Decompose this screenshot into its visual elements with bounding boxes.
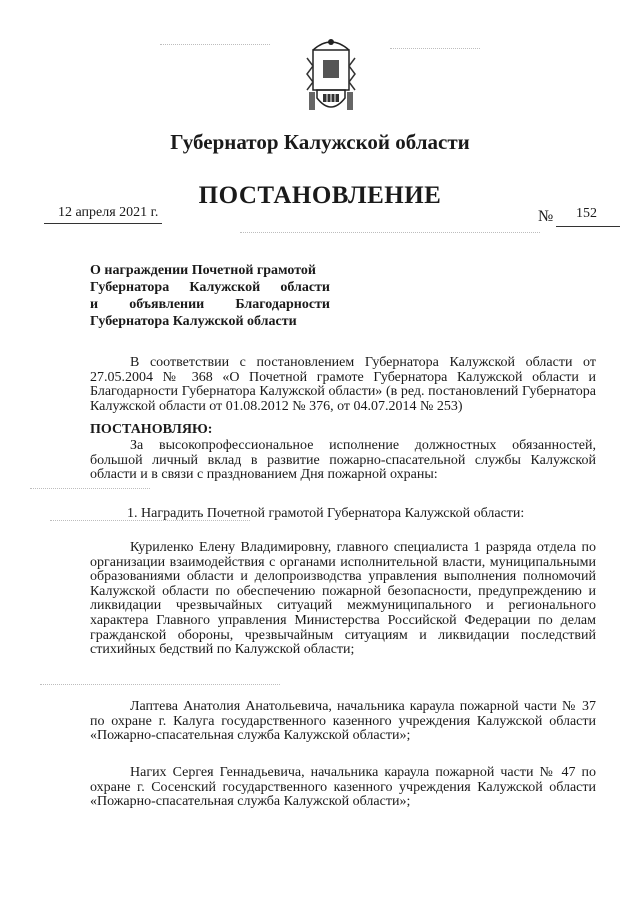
document-number: 152	[576, 206, 597, 221]
subject-line: О награждении Почетной грамотой	[90, 263, 316, 278]
subject-line: Губернатора Калужской области	[90, 314, 297, 329]
awardee-paragraph: Куриленко Елену Владимировну, главного специалиста 1 разряда отдела по организации взаимодействия с органами исполнительной власти, муниципальными образованиями области и делопроизводства управления выполнения полномочий Калужской области по обеспечению пожарной безопасности, предупреждению и ликвидации чрезвычайных ситуаций межмуниципального и регионального характера Главного управления Министерства Российской Федерации по делам гражданской обороны, чрезвычайным ситуациям и ликвидации последствий стихийных бедствий по Калужской области;	[90, 540, 596, 658]
scan-artifact	[50, 520, 250, 521]
scan-artifact	[160, 44, 270, 45]
preamble-paragraph: В соответствии с постановлением Губернатора Калужской области от 27.05.2004 № 368 «О Почетной грамоте Губернатора Калужской области и Благодарности Губернатора Калужской области» (в ред. постановлений Губернатора Калужской области от 01.08.2012 № 376, от 04.07.2014 № 253)	[90, 355, 596, 414]
scan-artifact	[390, 48, 480, 49]
number-label: №	[538, 208, 554, 225]
document-date: 12 апреля 2021 г.	[58, 205, 159, 220]
coat-of-arms-emblem	[299, 36, 363, 116]
document-type-title: ПОСТАНОВЛЕНИЕ	[198, 182, 442, 209]
authority-title: Губернатор Калужской области	[170, 130, 470, 154]
scan-artifact	[240, 232, 540, 233]
date-underline	[44, 223, 162, 224]
awardee-paragraph: Нагих Сергея Геннадьевича, начальника караула пожарной части № 47 по охране г. Сосенский государственного казенного учреждения Калужской области «Пожарно-спасательная служба Калужской области»;	[90, 765, 596, 810]
scan-artifact	[30, 488, 150, 489]
document-subject	[90, 262, 330, 330]
awardee-paragraph: Лаптева Анатолия Анатольевича, начальника караула пожарной части № 37 по охране г. Калуга государственного казенного учреждения Калужской области «Пожарно-спасательная служба Калужской области»;	[90, 699, 596, 744]
number-underline	[556, 226, 620, 227]
subject-line: и объявлении Благодарности	[90, 297, 330, 312]
decree-heading: ПОСТАНОВЛЯЮ:	[90, 422, 213, 437]
scan-artifact	[40, 684, 280, 685]
subject-line: Губернатора Калужской области	[90, 280, 330, 295]
award-item-1: 1. Наградить Почетной грамотой Губернатора Калужской области:	[127, 506, 525, 521]
reason-paragraph: За высокопрофессиональное исполнение должностных обязанностей, большой личный вклад в развитие пожарно-спасательной службы Калужской области и в связи с празднованием Дня пожарной охраны:	[90, 438, 596, 483]
